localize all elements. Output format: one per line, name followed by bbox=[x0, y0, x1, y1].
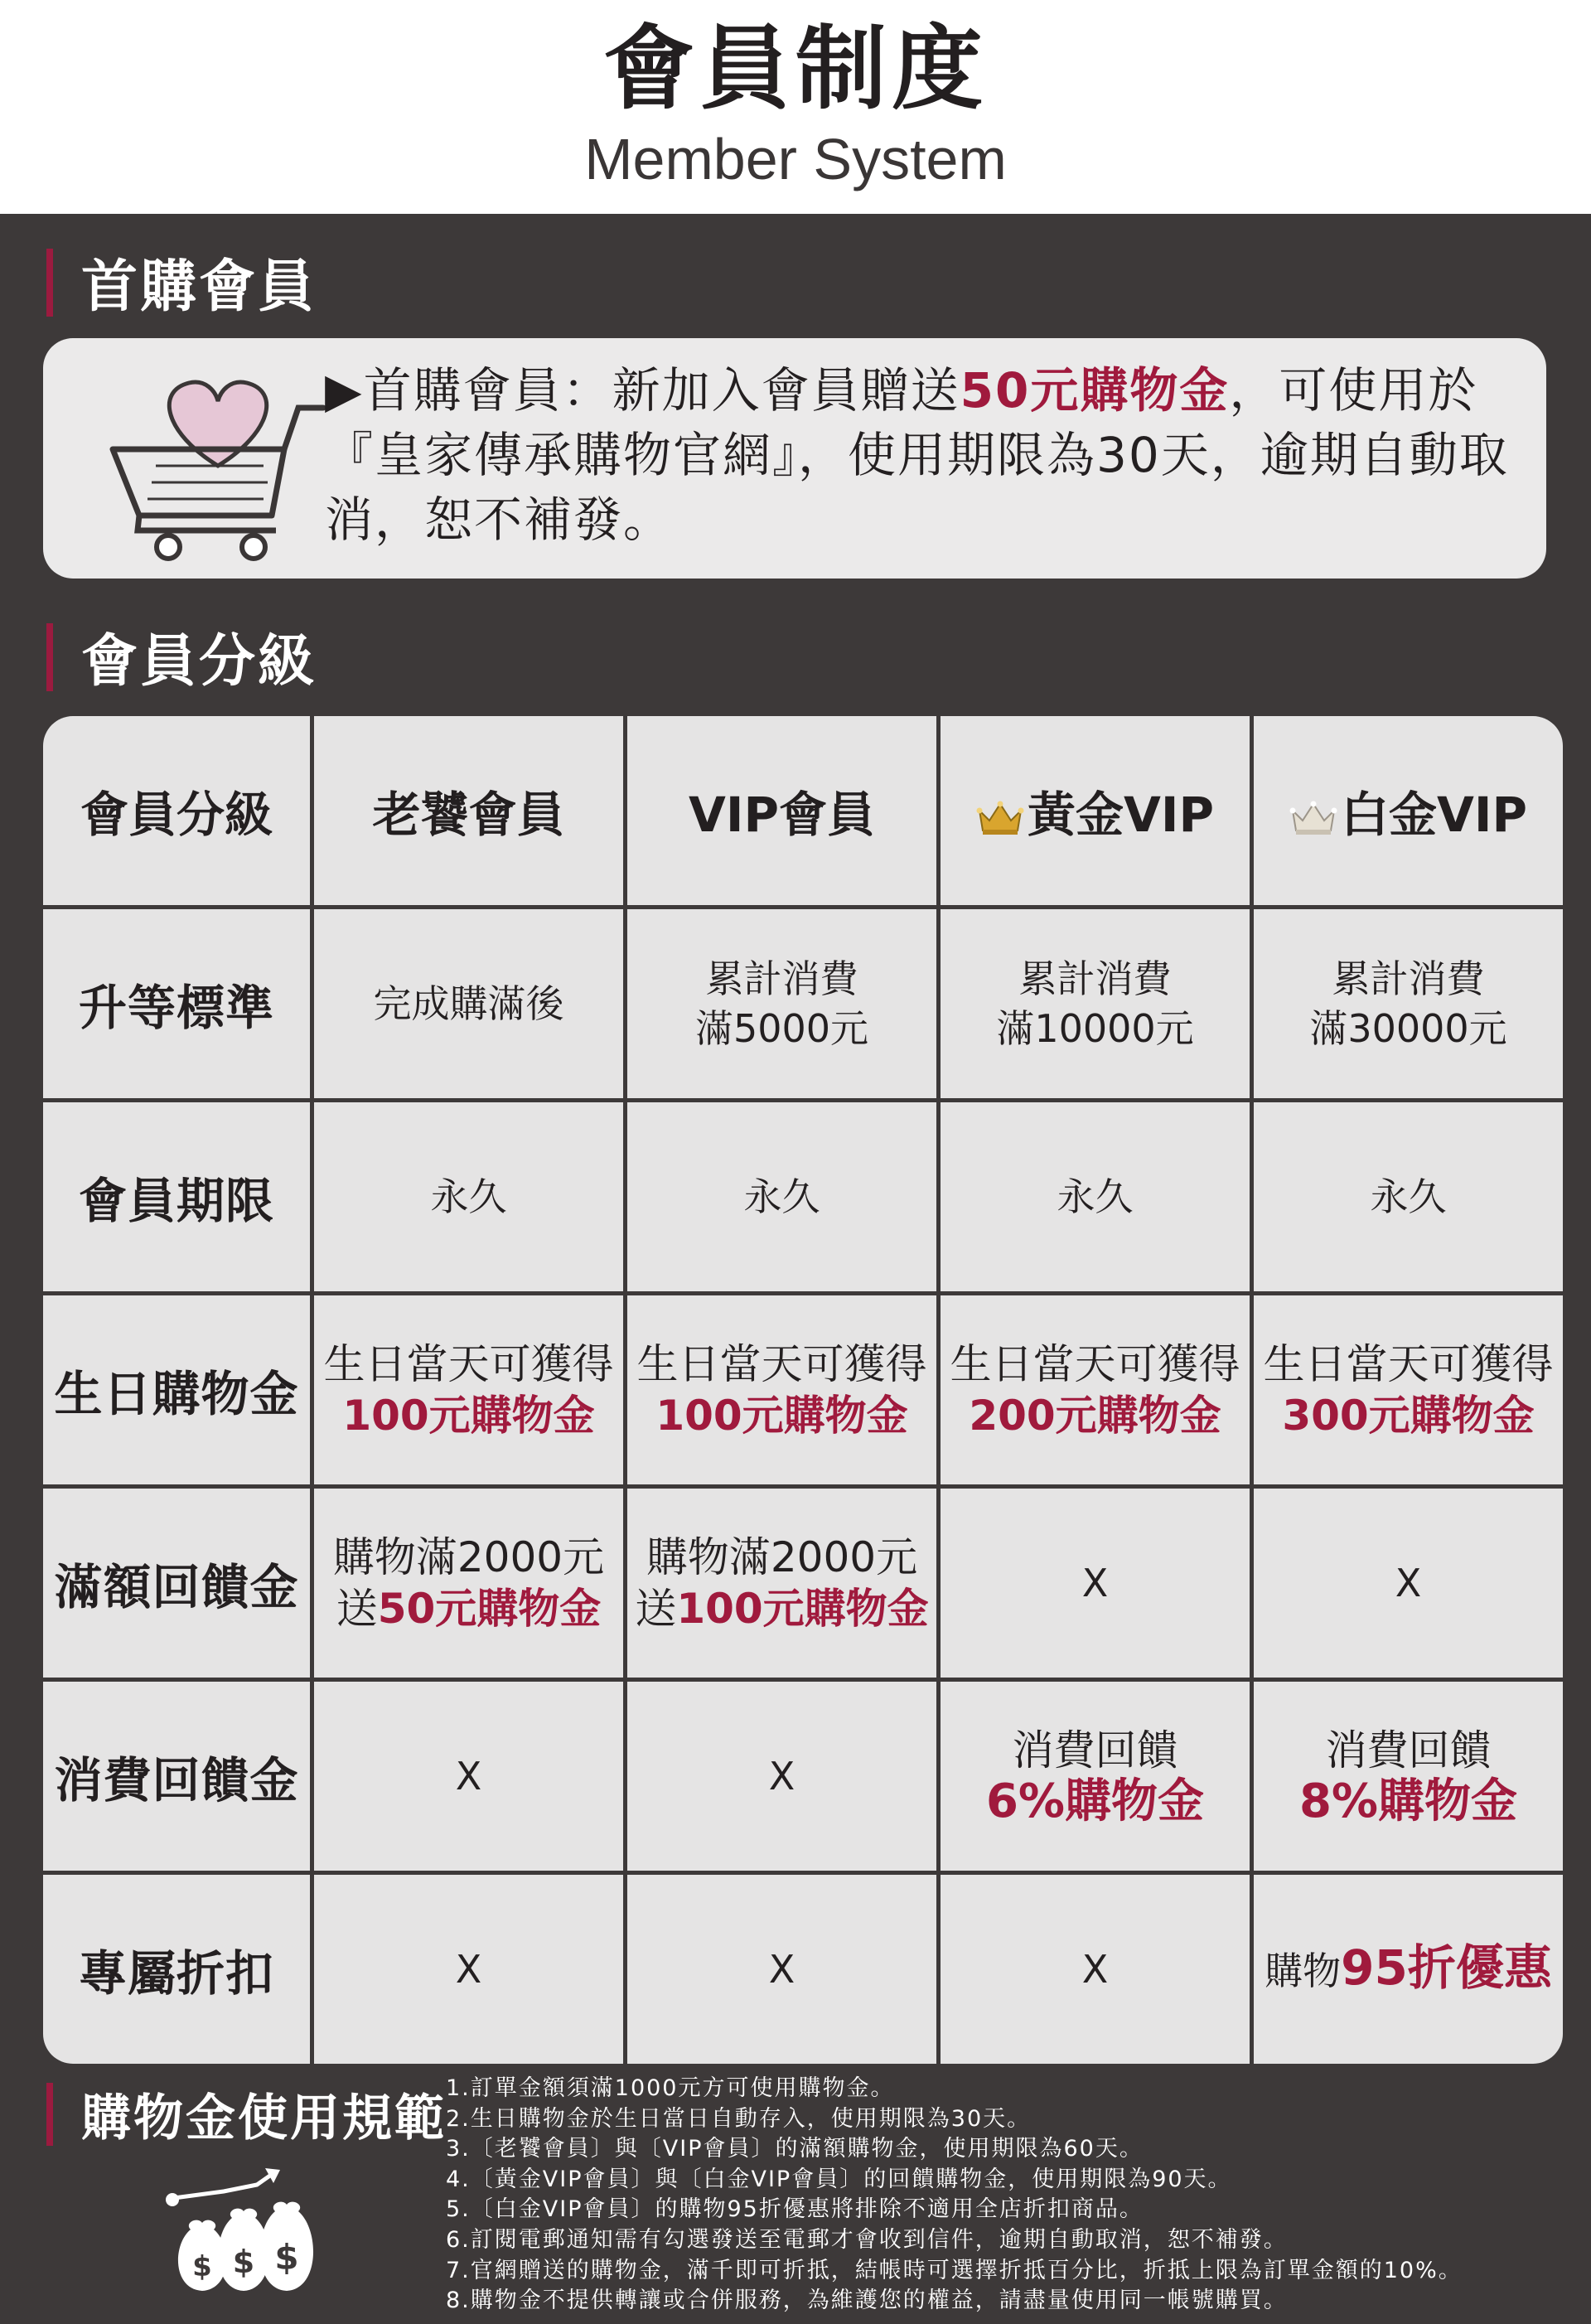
row-header: 升等標準 bbox=[43, 909, 310, 1098]
table-cell bbox=[941, 1682, 1250, 1871]
cell-highlight: 50元購物金 bbox=[377, 1585, 602, 1633]
description-rest: ，可使用於『皇家傳承購物官網』，使用期限為30天，逾期自動取消，恕不補發。 bbox=[325, 362, 1509, 548]
rules-list bbox=[446, 2074, 1581, 2317]
row-header: 會員期限 bbox=[43, 1102, 310, 1291]
heading-accent-bar bbox=[46, 249, 53, 317]
table-cell bbox=[1254, 1295, 1563, 1484]
cell-text: 累計消費 bbox=[705, 956, 858, 1001]
cell-text: 滿5000元 bbox=[694, 1006, 869, 1051]
list-item: 2.生日購物金於生日當日自動存入，使用期限為30天。 bbox=[446, 2105, 1032, 2132]
tiers-heading bbox=[46, 617, 317, 697]
list-item: 5.〔白金VIP會員〕的購物95折優惠將排除不適用全店折扣商品。 bbox=[446, 2196, 1144, 2223]
table-cell bbox=[627, 909, 936, 1098]
cell-highlight: 8%購物金 bbox=[1298, 1774, 1518, 1828]
tier-table-container bbox=[43, 716, 1554, 2055]
cell-text: 購物滿2000元 bbox=[332, 1533, 605, 1581]
first-purchase-description bbox=[325, 358, 1518, 552]
cell-text: 生日當天可獲得 bbox=[323, 1340, 614, 1388]
table-header-row bbox=[43, 716, 1563, 905]
cell-highlight: 200元購物金 bbox=[969, 1392, 1221, 1440]
first-purchase-heading-text: 首購會員 bbox=[81, 254, 317, 320]
list-item: 3.〔老饕會員〕與〔VIP會員〕的滿額購物金，使用期限為60天。 bbox=[446, 2136, 1144, 2162]
table-cell bbox=[314, 1489, 623, 1678]
table-cell bbox=[314, 1295, 623, 1484]
table-cell: X bbox=[1254, 1489, 1563, 1678]
column-header-gold-vip bbox=[941, 716, 1250, 905]
cell-text: 購物 bbox=[1265, 1949, 1342, 1993]
cell-text: 滿30000元 bbox=[1309, 1006, 1507, 1051]
first-purchase-heading bbox=[46, 242, 317, 322]
svg-text:$: $ bbox=[192, 2250, 212, 2283]
cell-text: 送 bbox=[336, 1585, 378, 1633]
gold-crown-icon bbox=[976, 799, 1024, 837]
cell-text: 生日當天可獲得 bbox=[636, 1340, 927, 1388]
table-cell bbox=[1254, 909, 1563, 1098]
table-cell bbox=[314, 909, 623, 1098]
svg-text:$: $ bbox=[232, 2244, 255, 2280]
column-header-gourmet: 老饕會員 bbox=[314, 716, 623, 905]
table-cell bbox=[1254, 1875, 1563, 2064]
table-row-validity bbox=[43, 1102, 1563, 1291]
cell-text: 生日當天可獲得 bbox=[1263, 1340, 1554, 1388]
row-header: 生日購物金 bbox=[43, 1295, 310, 1484]
rules-heading bbox=[46, 2079, 447, 2150]
table-cell: 永久 bbox=[627, 1102, 936, 1291]
cell-highlight: 100元購物金 bbox=[676, 1585, 929, 1633]
heading-accent-bar bbox=[46, 2083, 53, 2146]
svg-text:$: $ bbox=[274, 2237, 299, 2278]
list-item: 6.訂閱電郵通知需有勾選發送至電郵才會收到信件，逾期自動取消，恕不補發。 bbox=[446, 2226, 1288, 2253]
cell-text: 滿10000元 bbox=[996, 1006, 1194, 1051]
table-cell: X bbox=[941, 1489, 1250, 1678]
row-header: 消費回饋金 bbox=[43, 1682, 310, 1871]
page-title: 會員制度 bbox=[603, 16, 988, 122]
table-row-birthday bbox=[43, 1295, 1563, 1484]
table-cell bbox=[1254, 1682, 1563, 1871]
list-item: 7.官網贈送的購物金，滿千即可折抵，結帳時可選擇折抵百分比，折抵上限為訂單金額的10%。 bbox=[446, 2257, 1463, 2283]
table-cell bbox=[941, 1295, 1250, 1484]
rules-heading-text: 購物金使用規範 bbox=[81, 2089, 447, 2147]
list-item: 1.訂單金額須滿1000元方可使用購物金。 bbox=[446, 2075, 895, 2101]
cell-text: 送 bbox=[635, 1585, 677, 1633]
cell-text: 消費回饋 bbox=[1012, 1726, 1178, 1774]
table-cell: X bbox=[941, 1875, 1250, 2064]
heart-shopping-cart-icon bbox=[106, 358, 330, 565]
platinum-crown-icon bbox=[1289, 799, 1337, 837]
table-row-discount bbox=[43, 1875, 1563, 2064]
tiers-heading-text: 會員分級 bbox=[81, 629, 317, 695]
cell-highlight: 100元購物金 bbox=[342, 1392, 595, 1440]
column-header-platinum-vip bbox=[1254, 716, 1563, 905]
list-item: 4.〔黃金VIP會員〕與〔白金VIP會員〕的回饋購物金，使用期限為90天。 bbox=[446, 2166, 1232, 2192]
table-cell bbox=[941, 909, 1250, 1098]
cell-highlight: 6%購物金 bbox=[985, 1774, 1205, 1828]
page-subtitle: Member System bbox=[584, 127, 1007, 191]
table-cell: 永久 bbox=[1254, 1102, 1563, 1291]
table-cell: X bbox=[627, 1875, 936, 2064]
description-highlight: 50元購物金 bbox=[960, 362, 1230, 419]
table-cell: 永久 bbox=[314, 1102, 623, 1291]
table-row-upgrade bbox=[43, 909, 1563, 1098]
cell-text: 累計消費 bbox=[1018, 956, 1172, 1001]
cell-text: 完成購滿後 bbox=[373, 981, 564, 1026]
cell-highlight: 95折優惠 bbox=[1341, 1939, 1552, 1996]
row-header: 滿額回饋金 bbox=[43, 1489, 310, 1678]
table-cell: X bbox=[314, 1682, 623, 1871]
table-cell: X bbox=[314, 1875, 623, 2064]
cell-line bbox=[631, 1583, 933, 1634]
page-header bbox=[0, 0, 1591, 214]
table-cell bbox=[627, 1489, 936, 1678]
description-lead: ▶首購會員：新加入會員贈送 bbox=[325, 362, 960, 419]
cell-text: 生日當天可獲得 bbox=[950, 1340, 1240, 1388]
table-cell bbox=[627, 1295, 936, 1484]
table-cell: 永久 bbox=[941, 1102, 1250, 1291]
cell-text: 累計消費 bbox=[1332, 956, 1485, 1001]
platinum-vip-label: 白金VIP bbox=[1341, 787, 1527, 843]
gold-vip-label: 黃金VIP bbox=[1028, 787, 1214, 843]
money-bags-growth-icon bbox=[149, 2165, 331, 2306]
tier-table bbox=[39, 712, 1567, 2068]
cell-highlight: 100元購物金 bbox=[655, 1392, 908, 1440]
cell-text: 消費回饋 bbox=[1325, 1726, 1492, 1774]
table-row-cashback bbox=[43, 1682, 1563, 1871]
cell-line bbox=[317, 1583, 620, 1634]
table-cell: X bbox=[627, 1682, 936, 1871]
column-header-tier: 會員分級 bbox=[43, 716, 310, 905]
table-row-spend-reward bbox=[43, 1489, 1563, 1678]
column-header-vip: VIP會員 bbox=[627, 716, 936, 905]
list-item: 8.購物金不提供轉讓或合併服務，為維護您的權益，請盡量使用同一帳號購買。 bbox=[446, 2288, 1288, 2314]
heading-accent-bar bbox=[46, 623, 53, 691]
cell-highlight: 300元購物金 bbox=[1282, 1392, 1535, 1440]
cell-text: 購物滿2000元 bbox=[646, 1533, 918, 1581]
row-header: 專屬折扣 bbox=[43, 1875, 310, 2064]
first-purchase-panel bbox=[43, 338, 1546, 579]
